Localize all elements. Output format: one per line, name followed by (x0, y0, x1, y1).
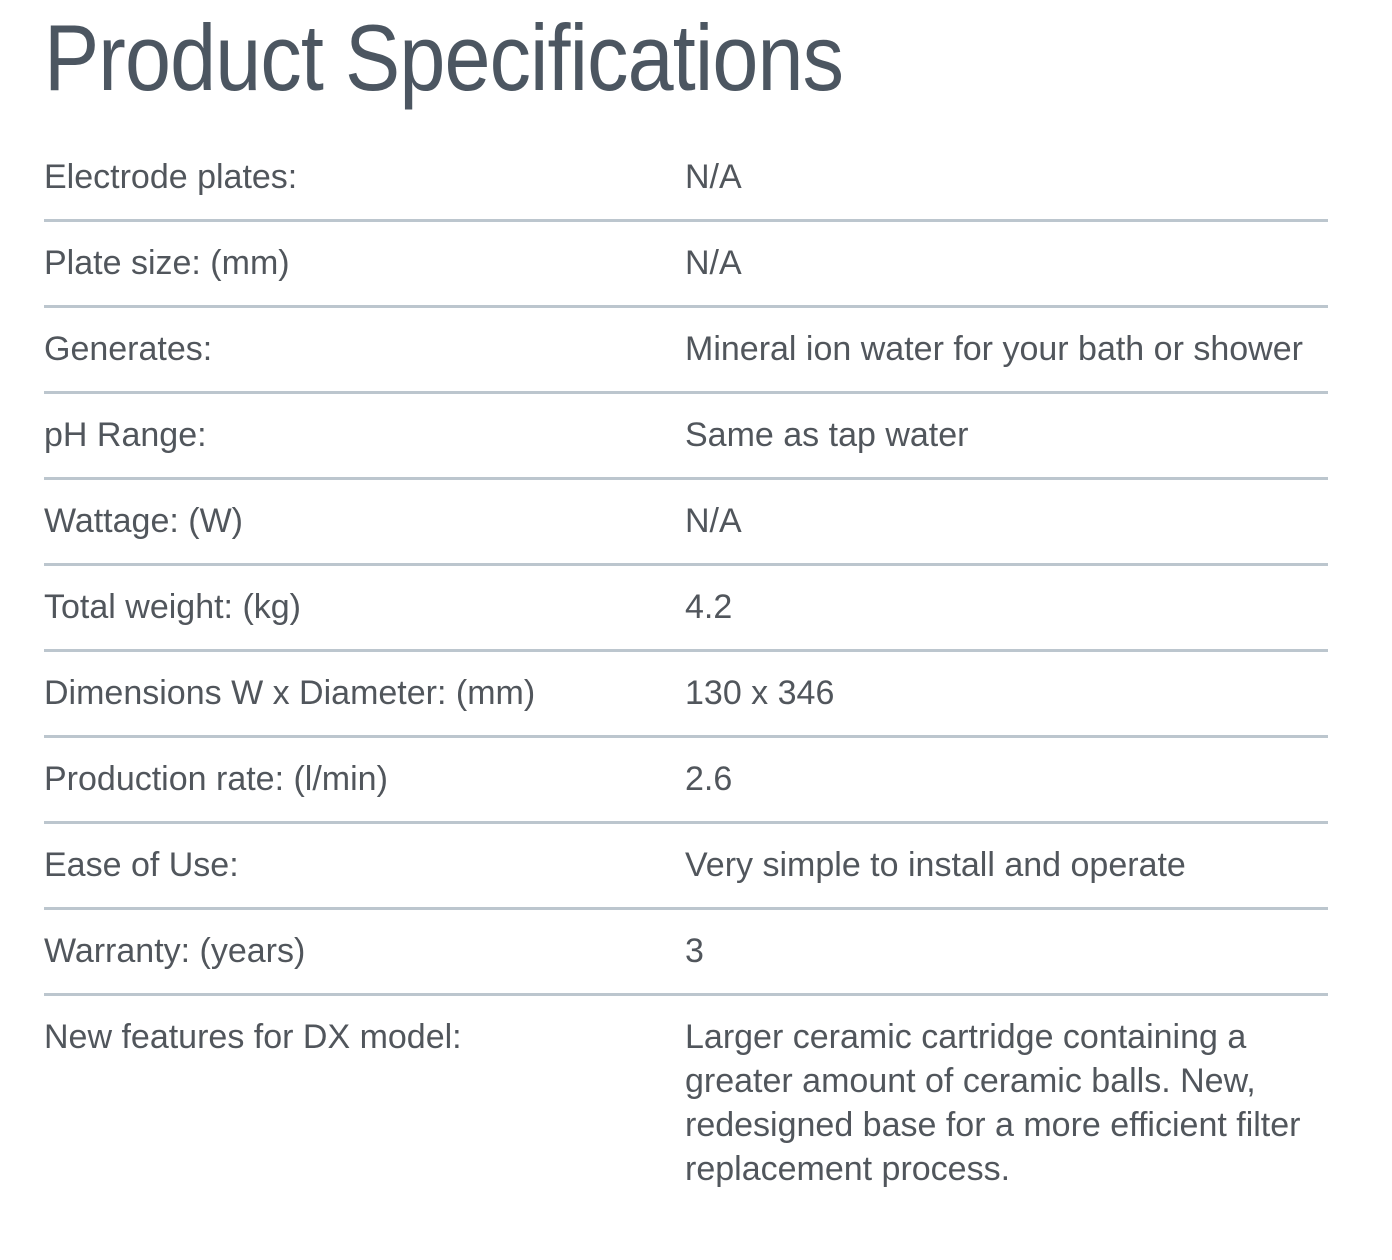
spec-value: N/A (685, 243, 742, 282)
spec-value: 130 x 346 (685, 673, 835, 712)
spec-label: Wattage: (W) (44, 501, 243, 540)
spec-table (44, 136, 1328, 1211)
spec-label: Plate size: (mm) (44, 243, 290, 282)
spec-label: Electrode plates: (44, 157, 298, 196)
spec-row (44, 136, 1328, 222)
spec-label: Generates: (44, 329, 213, 368)
spec-label: Ease of Use: (44, 845, 239, 884)
spec-row (44, 738, 1328, 824)
spec-row (44, 222, 1328, 308)
page-title: Product Specifications (44, 5, 844, 110)
spec-value: 2.6 (685, 759, 733, 798)
spec-label: Production rate: (l/min) (44, 759, 388, 798)
spec-row (44, 480, 1328, 566)
spec-value: N/A (685, 157, 742, 196)
spec-value: 3 (685, 931, 704, 970)
spec-row (44, 394, 1328, 480)
spec-value: 4.2 (685, 587, 733, 626)
spec-label: Warranty: (years) (44, 931, 306, 970)
spec-row (44, 824, 1328, 910)
spec-value: Larger ceramic cartridge containing a greater amount of ceramic balls. New, redesigned base for a more efficient filter replacement process. (685, 1017, 1301, 1188)
spec-value: N/A (685, 501, 742, 540)
spec-value: Very simple to install and operate (685, 845, 1186, 884)
spec-row (44, 566, 1328, 652)
spec-label: Dimensions W x Diameter: (mm) (44, 673, 536, 712)
spec-value: Same as tap water (685, 415, 969, 454)
spec-label: Total weight: (kg) (44, 587, 301, 626)
spec-row (44, 652, 1328, 738)
spec-label: New features for DX model: (44, 1017, 462, 1056)
spec-value: Mineral ion water for your bath or shower (685, 329, 1303, 368)
spec-label: pH Range: (44, 415, 207, 454)
spec-row (44, 996, 1328, 1211)
spec-row (44, 308, 1328, 394)
spec-row (44, 910, 1328, 996)
